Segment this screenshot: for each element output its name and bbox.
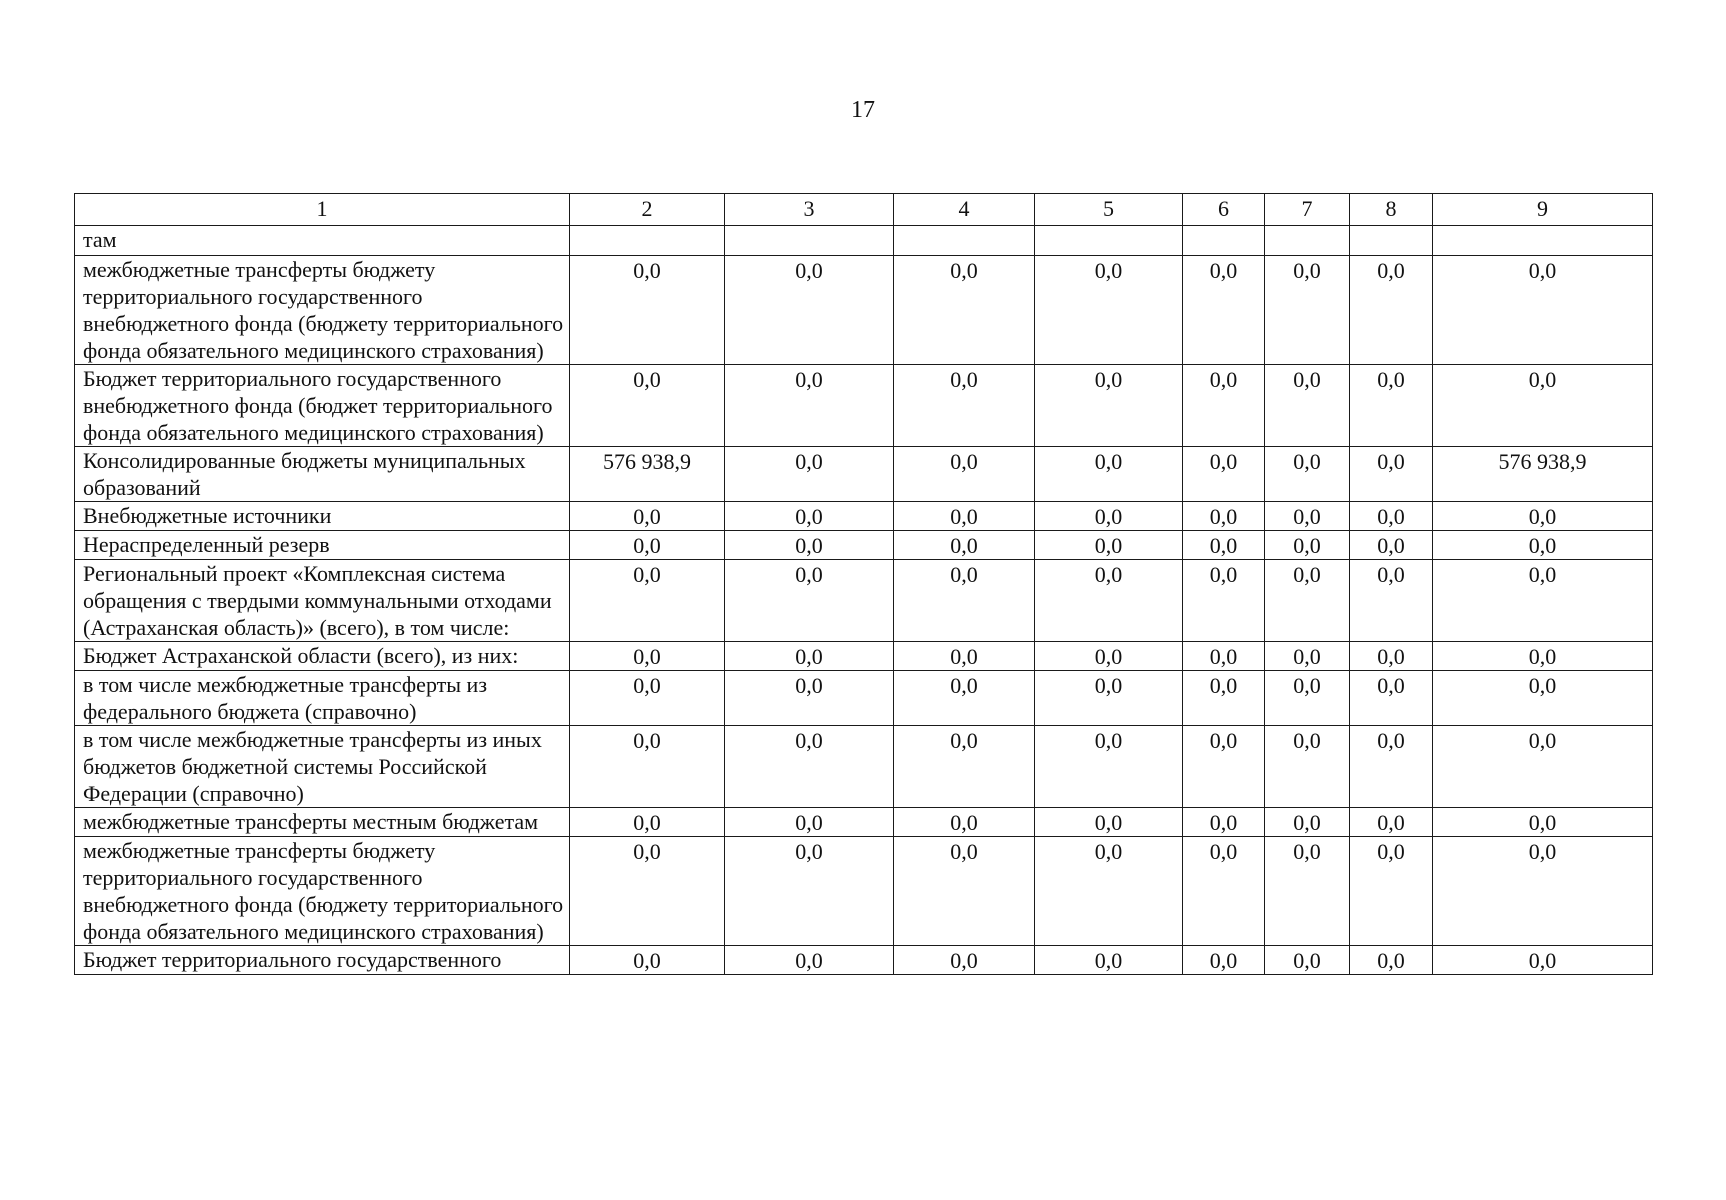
row-label: в том числе межбюджетные трансферты из иных бюджетов бюджетной системы Российской Федерации (справочно) (75, 726, 570, 808)
row-value: 0,0 (1350, 808, 1433, 837)
row-value: 0,0 (570, 808, 725, 837)
row-value: 0,0 (725, 256, 894, 365)
row-value: 0,0 (570, 365, 725, 447)
row-value: 0,0 (1350, 837, 1433, 946)
row-value: 0,0 (725, 560, 894, 642)
row-value: 0,0 (570, 837, 725, 946)
row-value: 0,0 (1433, 256, 1653, 365)
row-value: 0,0 (725, 808, 894, 837)
row-value: 0,0 (1433, 560, 1653, 642)
row-value: 0,0 (894, 531, 1035, 560)
row-value: 0,0 (1035, 671, 1183, 726)
row-value: 0,0 (725, 642, 894, 671)
header-row (75, 194, 1653, 226)
row-label: Региональный проект «Комплексная система обращения с твердыми коммунальными отходами (Астраханская область)» (всего), в том числе: (75, 560, 570, 642)
row-value: 0,0 (1265, 447, 1350, 502)
row-value: 0,0 (1350, 256, 1433, 365)
row-value: 0,0 (1035, 837, 1183, 946)
row-value: 0,0 (1035, 946, 1183, 975)
table-row (75, 365, 1653, 447)
row-value: 0,0 (1350, 365, 1433, 447)
row-label: там (75, 226, 570, 256)
row-value: 0,0 (1350, 642, 1433, 671)
row-value: 0,0 (894, 256, 1035, 365)
row-value: 0,0 (1183, 946, 1265, 975)
row-value: 0,0 (1183, 671, 1265, 726)
row-value: 0,0 (1035, 560, 1183, 642)
table-row (75, 531, 1653, 560)
row-value: 0,0 (1265, 256, 1350, 365)
row-value: 0,0 (1035, 642, 1183, 671)
row-value: 0,0 (570, 560, 725, 642)
row-value: 0,0 (570, 946, 725, 975)
row-value (1265, 226, 1350, 256)
row-value: 0,0 (1265, 837, 1350, 946)
row-value: 576 938,9 (1433, 447, 1653, 502)
table-row (75, 642, 1653, 671)
row-label: Консолидированные бюджеты муниципальных образований (75, 447, 570, 502)
row-value: 0,0 (1183, 531, 1265, 560)
row-value: 0,0 (1433, 531, 1653, 560)
row-value: 0,0 (1265, 642, 1350, 671)
row-value: 0,0 (894, 447, 1035, 502)
row-value: 0,0 (1183, 365, 1265, 447)
column-header: 2 (570, 194, 725, 226)
row-value (1350, 226, 1433, 256)
table-row (75, 808, 1653, 837)
table-row (75, 256, 1653, 365)
row-label: Внебюджетные источники (75, 502, 570, 531)
row-value: 0,0 (894, 502, 1035, 531)
budget-table (74, 193, 1653, 975)
row-value: 0,0 (1265, 808, 1350, 837)
row-value: 0,0 (1183, 447, 1265, 502)
row-value: 0,0 (894, 671, 1035, 726)
row-value: 0,0 (1433, 365, 1653, 447)
row-value: 576 938,9 (570, 447, 725, 502)
row-value: 0,0 (1433, 726, 1653, 808)
row-label: межбюджетные трансферты бюджету территориального государственного внебюджетного фонда (бюджету территориального фонда обязательного медицинского страхования) (75, 837, 570, 946)
row-value: 0,0 (1183, 560, 1265, 642)
row-value (1183, 226, 1265, 256)
column-header: 7 (1265, 194, 1350, 226)
row-value: 0,0 (894, 946, 1035, 975)
row-value: 0,0 (1350, 946, 1433, 975)
table-row (75, 447, 1653, 502)
row-value: 0,0 (1265, 946, 1350, 975)
row-value: 0,0 (725, 837, 894, 946)
table-row (75, 502, 1653, 531)
row-value (570, 226, 725, 256)
row-value: 0,0 (1183, 808, 1265, 837)
row-label: Бюджет территориального государственного внебюджетного фонда (бюджет территориального фонда обязательного медицинского страхования) (75, 365, 570, 447)
row-value: 0,0 (894, 837, 1035, 946)
column-header: 1 (75, 194, 570, 226)
row-value: 0,0 (570, 531, 725, 560)
page-number: 17 (851, 97, 875, 123)
column-header: 3 (725, 194, 894, 226)
row-value (1433, 226, 1653, 256)
row-value: 0,0 (1183, 726, 1265, 808)
row-value: 0,0 (725, 946, 894, 975)
row-value: 0,0 (570, 726, 725, 808)
row-value: 0,0 (894, 726, 1035, 808)
row-value: 0,0 (894, 642, 1035, 671)
row-label: межбюджетные трансферты бюджету территориального государственного внебюджетного фонда (бюджету территориального фонда обязательного медицинского страхования) (75, 256, 570, 365)
row-value: 0,0 (1035, 726, 1183, 808)
row-value (1035, 226, 1183, 256)
row-value: 0,0 (570, 502, 725, 531)
row-value: 0,0 (725, 671, 894, 726)
row-value: 0,0 (1350, 531, 1433, 560)
table-row (75, 671, 1653, 726)
table-row (75, 946, 1653, 975)
row-value: 0,0 (1265, 726, 1350, 808)
table-row (75, 837, 1653, 946)
row-value: 0,0 (1183, 837, 1265, 946)
row-value: 0,0 (570, 642, 725, 671)
row-value: 0,0 (1035, 531, 1183, 560)
row-value: 0,0 (570, 256, 725, 365)
row-value: 0,0 (1035, 502, 1183, 531)
row-value: 0,0 (1183, 502, 1265, 531)
row-value: 0,0 (1433, 808, 1653, 837)
row-value: 0,0 (1350, 671, 1433, 726)
row-value: 0,0 (1035, 447, 1183, 502)
row-value: 0,0 (1433, 946, 1653, 975)
row-value: 0,0 (1265, 502, 1350, 531)
row-value: 0,0 (1350, 447, 1433, 502)
row-value: 0,0 (1265, 671, 1350, 726)
row-value: 0,0 (1350, 560, 1433, 642)
row-value: 0,0 (1183, 642, 1265, 671)
row-label: в том числе межбюджетные трансферты из федерального бюджета (справочно) (75, 671, 570, 726)
row-value: 0,0 (1433, 837, 1653, 946)
row-value: 0,0 (1350, 502, 1433, 531)
table-row (75, 226, 1653, 256)
row-value: 0,0 (1265, 531, 1350, 560)
row-value: 0,0 (1433, 502, 1653, 531)
row-value: 0,0 (1433, 671, 1653, 726)
column-header: 9 (1433, 194, 1653, 226)
row-value: 0,0 (570, 671, 725, 726)
row-label: Бюджет Астраханской области (всего), из них: (75, 642, 570, 671)
table-header (75, 194, 1653, 226)
column-header: 6 (1183, 194, 1265, 226)
row-value: 0,0 (1350, 726, 1433, 808)
row-value: 0,0 (1035, 256, 1183, 365)
row-value: 0,0 (1183, 256, 1265, 365)
row-value: 0,0 (1035, 365, 1183, 447)
row-value: 0,0 (1035, 808, 1183, 837)
row-label: Нераспределенный резерв (75, 531, 570, 560)
row-value: 0,0 (894, 560, 1035, 642)
column-header: 8 (1350, 194, 1433, 226)
row-value: 0,0 (725, 726, 894, 808)
row-value: 0,0 (1265, 365, 1350, 447)
row-value: 0,0 (725, 502, 894, 531)
column-header: 5 (1035, 194, 1183, 226)
row-value: 0,0 (725, 447, 894, 502)
row-value: 0,0 (1265, 560, 1350, 642)
row-value: 0,0 (725, 531, 894, 560)
table-body (75, 226, 1653, 975)
table-row (75, 560, 1653, 642)
row-label: межбюджетные трансферты местным бюджетам (75, 808, 570, 837)
row-value (725, 226, 894, 256)
column-header: 4 (894, 194, 1035, 226)
row-label: Бюджет территориального государственного (75, 946, 570, 975)
row-value: 0,0 (1433, 642, 1653, 671)
row-value: 0,0 (894, 365, 1035, 447)
row-value: 0,0 (725, 365, 894, 447)
row-value (894, 226, 1035, 256)
table-row (75, 726, 1653, 808)
row-value: 0,0 (894, 808, 1035, 837)
